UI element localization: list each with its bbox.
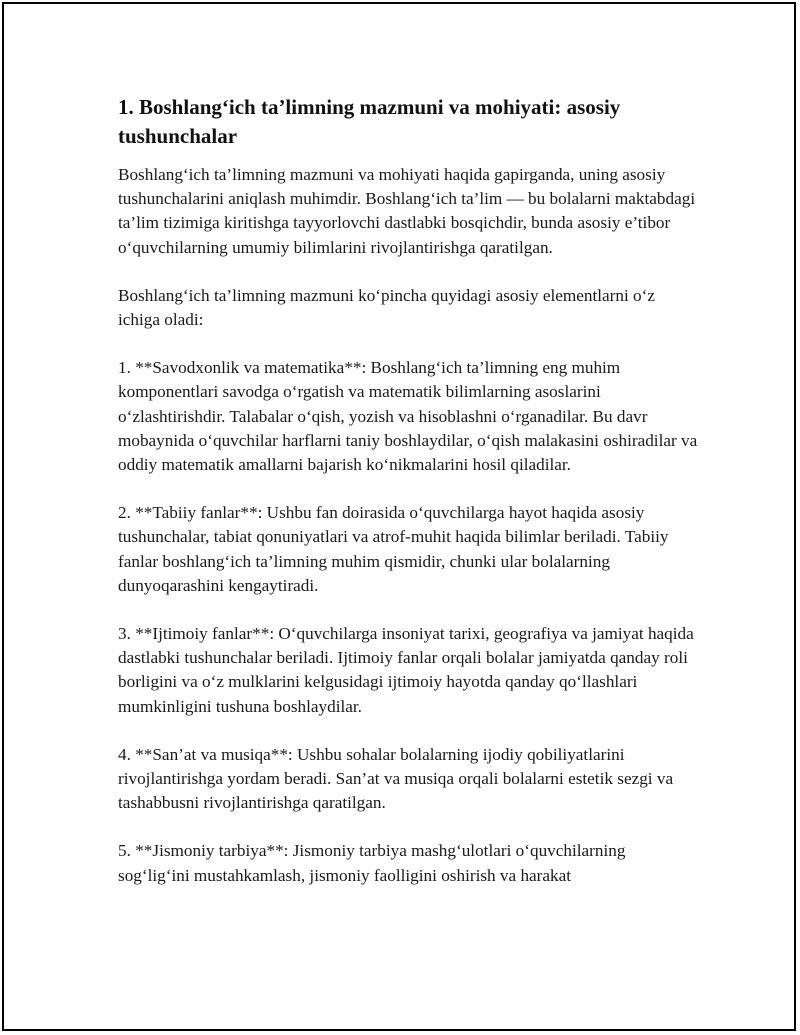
section-heading: 1. Boshlang‘ich ta’limning mazmuni va mohiyati: asosiy tushunchalar [118, 95, 621, 148]
paragraph-item-literacy-math: 1. **Savodxonlik va matematika**: Boshlang‘ich ta’limning eng muhim komponentlari savodga o‘rgatish va matematik bilimlarning asoslarini o‘zlashtirishdir. Talabalar o‘qish, yozish va hisoblashni o‘rganadilar. Bu davr mobaynida o‘quvchilar harflarni taniy boshlaydilar, o‘qish malakasini oshiradilar va oddiy matematik amallarni bajarish ko‘nikmalarini hosil qiladilar. [118, 358, 698, 475]
document-body [118, 93, 698, 912]
paragraph-item-physical-education: 5. **Jismoniy tarbiya**: Jismoniy tarbiya mashg‘ulotlari o‘quvchilarning sog‘lig‘ini mustahkamlash, jismoniy faolligini oshirish va harakat [118, 841, 626, 885]
paragraph-item-art-music: 4. **San’at va musiqa**: Ushbu sohalar bolalarning ijodiy qobiliyatlarini rivojlantirishga yordam beradi. San’at va musiqa orqali bolalarni estetik sezgi va tashabbusni rivojlantirishga qaratilgan. [118, 744, 674, 813]
paragraph-intro: Boshlang‘ich ta’limning mazmuni va mohiyati haqida gapirganda, uning asosiy tushunchalarini aniqlash muhimdir. Boshlang‘ich ta’lim — bu bolalarni maktabdagi ta’lim tizimiga kiritishga tayyorlovchi dastlabki bosqichdir, bunda asosiy e’tibor o‘quvchilarning umumiy bilimlarini rivojlantirishga qaratilgan. [118, 165, 696, 257]
paragraph-elements-intro: Boshlang‘ich ta’limning mazmuni ko‘pincha quyidagi asosiy elementlarni o‘z ichiga oladi: [118, 285, 655, 330]
paragraph-item-natural-sciences: 2. **Tabiiy fanlar**: Ushbu fan doirasida o‘quvchilarga hayot haqida asosiy tushunchalar, tabiat qonuniyatlari va atrof-muhit haqida bilimlar beriladi. Tabiiy fanlar boshlang‘ich ta’limning muhim qismidir, chunki ular bolalarning dunyoqarashini kengaytiradi. [118, 503, 669, 595]
paragraph-item-social-sciences: 3. **Ijtimoiy fanlar**: O‘quvchilarga insoniyat tarixi, geografiya va jamiyat haqida dastlabki tushunchalar beriladi. Ijtimoiy fanlar orqali bolalar jamiyatda qanday roli borligini va o‘z mulklarini kelgusidagi ijtimoiy hayotda qanday qo‘llashlari mumkinligini tushuna boshlaydilar. [118, 624, 694, 716]
